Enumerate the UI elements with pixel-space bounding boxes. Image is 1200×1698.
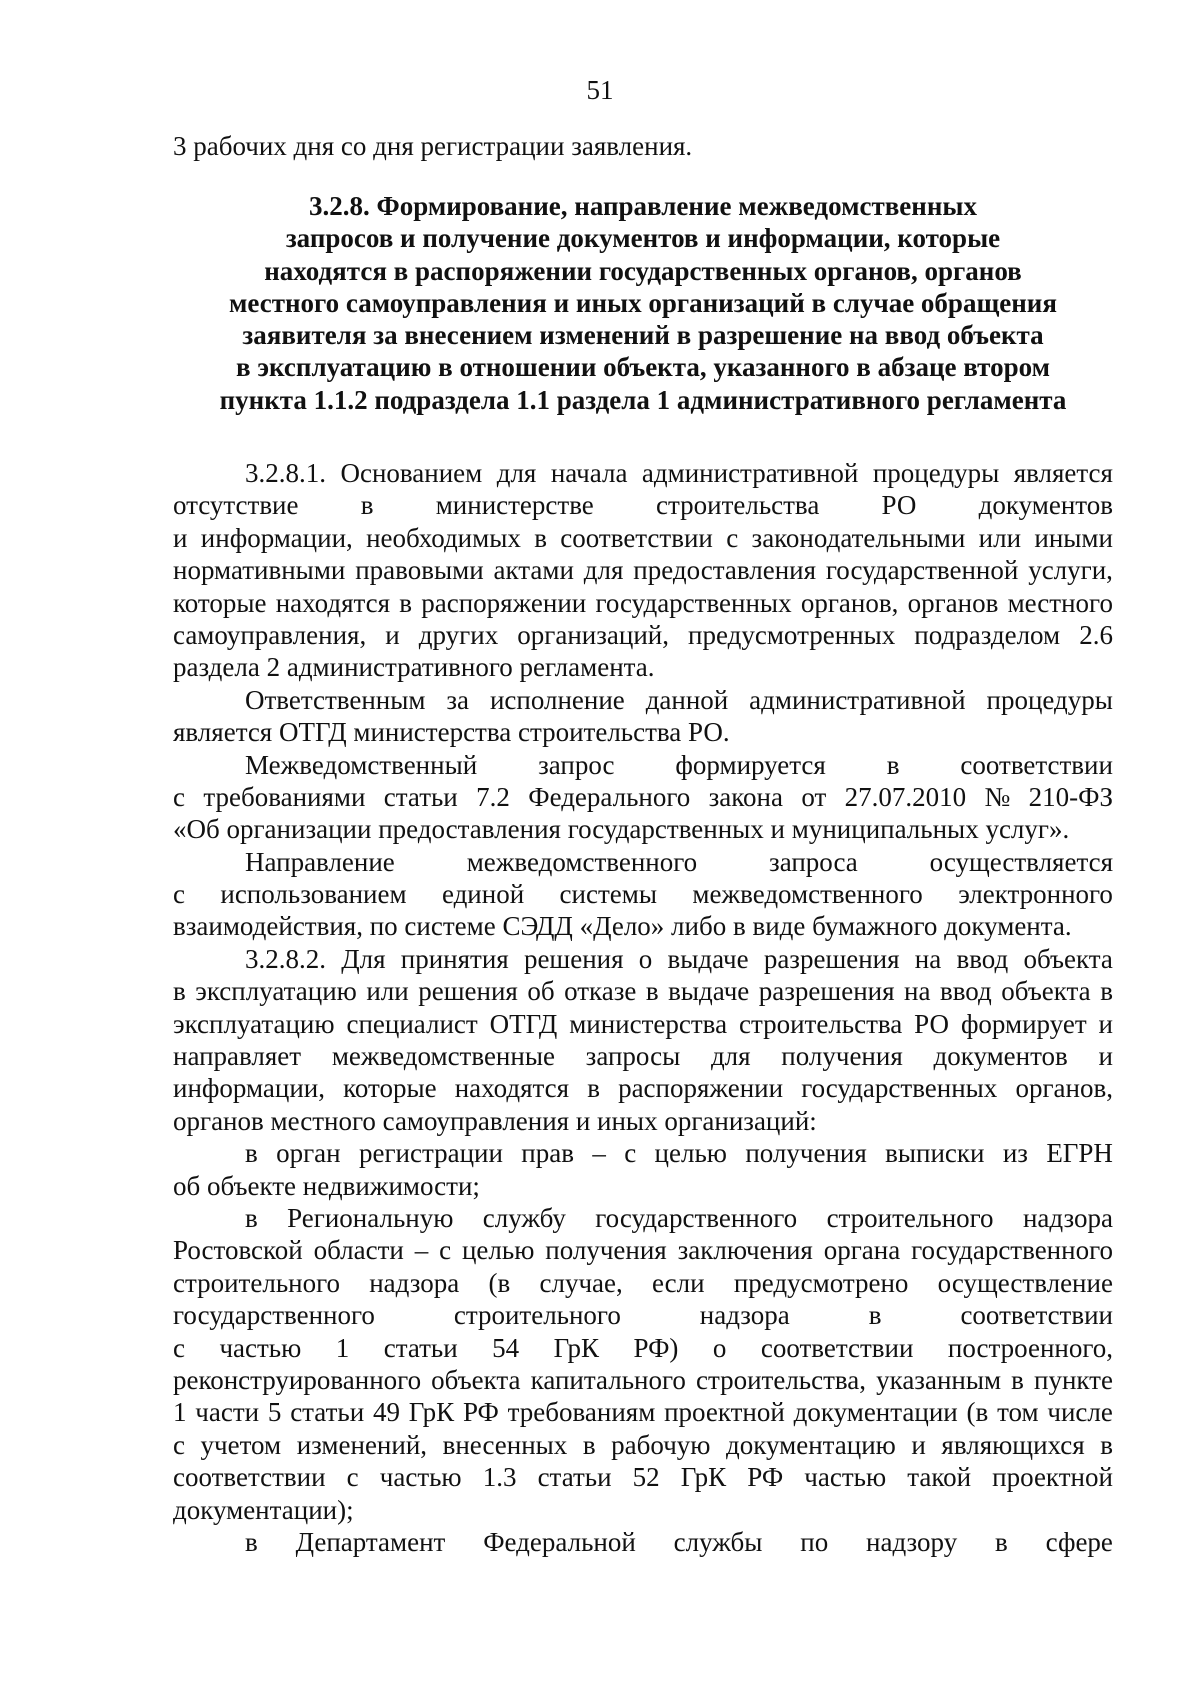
body-line: которые находятся в распоряжении государственных органов, органов местного: [173, 587, 1113, 618]
body-line: в эксплуатацию или решения об отказе в выдаче разрешения на ввод объекта в: [173, 976, 1113, 1007]
body-line: об объекте недвижимости;: [173, 1170, 480, 1201]
body-line: эксплуатацию специалист ОТГД министерства строительства РО формирует и: [173, 1008, 1113, 1039]
body-line: 3.2.8.1. Основанием для начала административной процедуры является: [245, 458, 1113, 488]
body-line: органов местного самоуправления и иных организаций:: [173, 1105, 817, 1136]
continued-paragraph-line: 3 рабочих дня со дня регистрации заявления.: [173, 131, 693, 161]
body-line: отсутствие в министерстве строительства РО документов: [173, 490, 1113, 521]
body-line: 1 части 5 статьи 49 ГрК РФ требованиям проектной документации (в том числе: [173, 1397, 1113, 1428]
body-line: в Департамент Федеральной службы по надзору в сфере: [245, 1526, 1113, 1557]
heading-line: находятся в распоряжении государственных органов, органов: [264, 255, 1022, 286]
body-text: [173, 457, 1113, 1558]
body-line: документации);: [173, 1494, 354, 1525]
page-number: 51: [586, 75, 614, 105]
body-line: в Региональную службу государственного строительного надзора: [245, 1202, 1113, 1233]
body-line: реконструированного объекта капитального строительства, указанным в пункте: [173, 1364, 1113, 1395]
body-line: самоуправления, и других организаций, предусмотренных подразделом 2.6: [173, 619, 1113, 650]
heading-line: заявителя за внесением изменений в разрешение на ввод объекта: [242, 320, 1044, 351]
body-line: направляет межведомственные запросы для получения документов и: [173, 1041, 1113, 1072]
body-line: взаимодействия, по системе СЭДД «Дело» либо в виде бумажного документа.: [173, 911, 1072, 942]
body-line: раздела 2 административного регламента.: [173, 652, 655, 683]
heading-line: запросов и получение документов и информации, которые: [285, 223, 1001, 254]
heading-line: в эксплуатацию в отношении объекта, указанного в абзаце втором: [236, 352, 1050, 383]
body-line: нормативными правовыми актами для предоставления государственной услуги,: [173, 555, 1113, 586]
body-line: является ОТГД министерства строительства РО.: [173, 717, 730, 748]
body-line: с использованием единой системы межведомственного электронного: [173, 879, 1113, 910]
body-line: информации, которые находятся в распоряжении государственных органов,: [173, 1073, 1113, 1104]
body-line: строительного надзора (в случае, если предусмотрено осуществление: [173, 1267, 1113, 1298]
heading-line: пункта 1.1.2 подраздела 1.1 раздела 1 административного регламента: [219, 384, 1067, 415]
body-line: с частью 1 статьи 54 ГрК РФ) о соответствии построенного,: [173, 1332, 1113, 1363]
body-line: с учетом изменений, внесенных в рабочую документацию и являющихся в: [173, 1429, 1113, 1460]
section-heading: [173, 190, 1113, 416]
body-line: Направление межведомственного запроса осуществляется: [245, 846, 1113, 877]
body-line: государственного строительного надзора в соответствии: [173, 1300, 1113, 1331]
body-line: Ответственным за исполнение данной административной процедуры: [245, 684, 1113, 715]
body-line: 3.2.8.2. Для принятия решения о выдаче разрешения на ввод объекта: [245, 943, 1113, 974]
body-line: в орган регистрации прав – с целью получения выписки из ЕГРН: [245, 1138, 1113, 1169]
body-line: с требованиями статьи 7.2 Федерального закона от 27.07.2010 № 210-ФЗ: [173, 781, 1113, 812]
heading-line: 3.2.8. Формирование, направление межведомственных: [309, 191, 977, 221]
body-line: Межведомственный запрос формируется в соответствии: [245, 749, 1113, 780]
body-line: Ростовской области – с целью получения заключения органа государственного: [173, 1235, 1113, 1266]
body-line: «Об организации предоставления государственных и муниципальных услуг».: [173, 814, 1070, 845]
heading-line: местного самоуправления и иных организаций в случае обращения: [229, 287, 1057, 318]
body-line: и информации, необходимых в соответствии с законодательными или иными: [173, 522, 1113, 553]
body-line: соответствии с частью 1.3 статьи 52 ГрК РФ частью такой проектной: [173, 1462, 1113, 1493]
